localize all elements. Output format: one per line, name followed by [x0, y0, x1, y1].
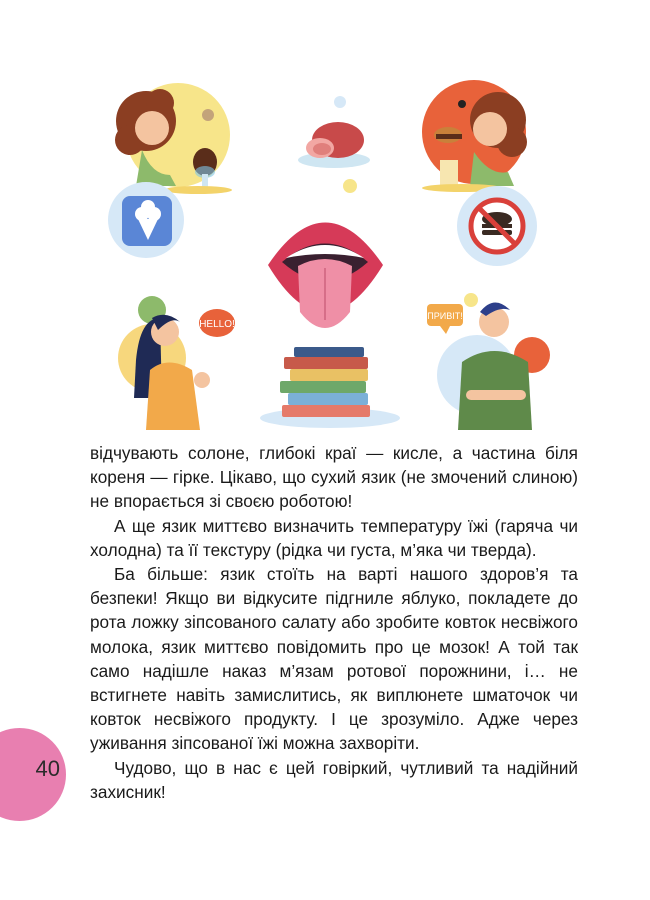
- girl-disgusted-burger-illustration: [422, 80, 527, 192]
- paragraph-1: відчувають солоне, глибокі краї — кисле, а частина біля кореня — гірке. Цікаво, що сухий язик (не змочений слиною) не впорається зі своєю роботою!: [90, 443, 578, 512]
- paragraph-4: Чудово, що в нас є цей говіркий, чутливий та надійний захисник!: [90, 757, 578, 802]
- girl-hello-illustration: [118, 296, 235, 430]
- paragraph-2: А ще язик миттєво визначить температуру їжі (гаряча чи холодна) та її текстуру (рідка чи густа, м’яка чи тверда).: [90, 515, 578, 560]
- mouth-tongue-icon: [268, 223, 383, 329]
- page-number: 40: [35, 756, 60, 781]
- illustration-panel: [0, 0, 650, 440]
- paragraph-3: Ба більше: язик стоїть на варті нашого здоров’я та безпеки! Якщо ви відкусите підгниле яблуко, покладете до рота ложку зіпсованого салату або зробите ковток несвіжого молока, язик миттєво повідомить про це мозок! А той так само надішле наказ м’язам ротової порожнини, і… не встигнете навіть замислитись, як виплюнете шматочок чи ковток несвіжого продукту. І це зрозуміло. Адже через уживання зіпсованої їжі можна захворіти.: [90, 564, 578, 754]
- meat-icon: [298, 96, 370, 193]
- boy-privit-illustration: [427, 293, 550, 430]
- ice-cream-icon: [108, 182, 184, 258]
- page-number-badge: [0, 728, 66, 821]
- girl-eating-ice-cream-illustration: [115, 83, 232, 194]
- speech-bubble-left: HELLO!: [199, 319, 235, 330]
- books-stack-icon: [260, 347, 400, 428]
- body-text: [90, 441, 578, 804]
- no-burger-icon: [457, 186, 537, 266]
- speech-bubble-right: ПРИВІТ!: [427, 311, 463, 321]
